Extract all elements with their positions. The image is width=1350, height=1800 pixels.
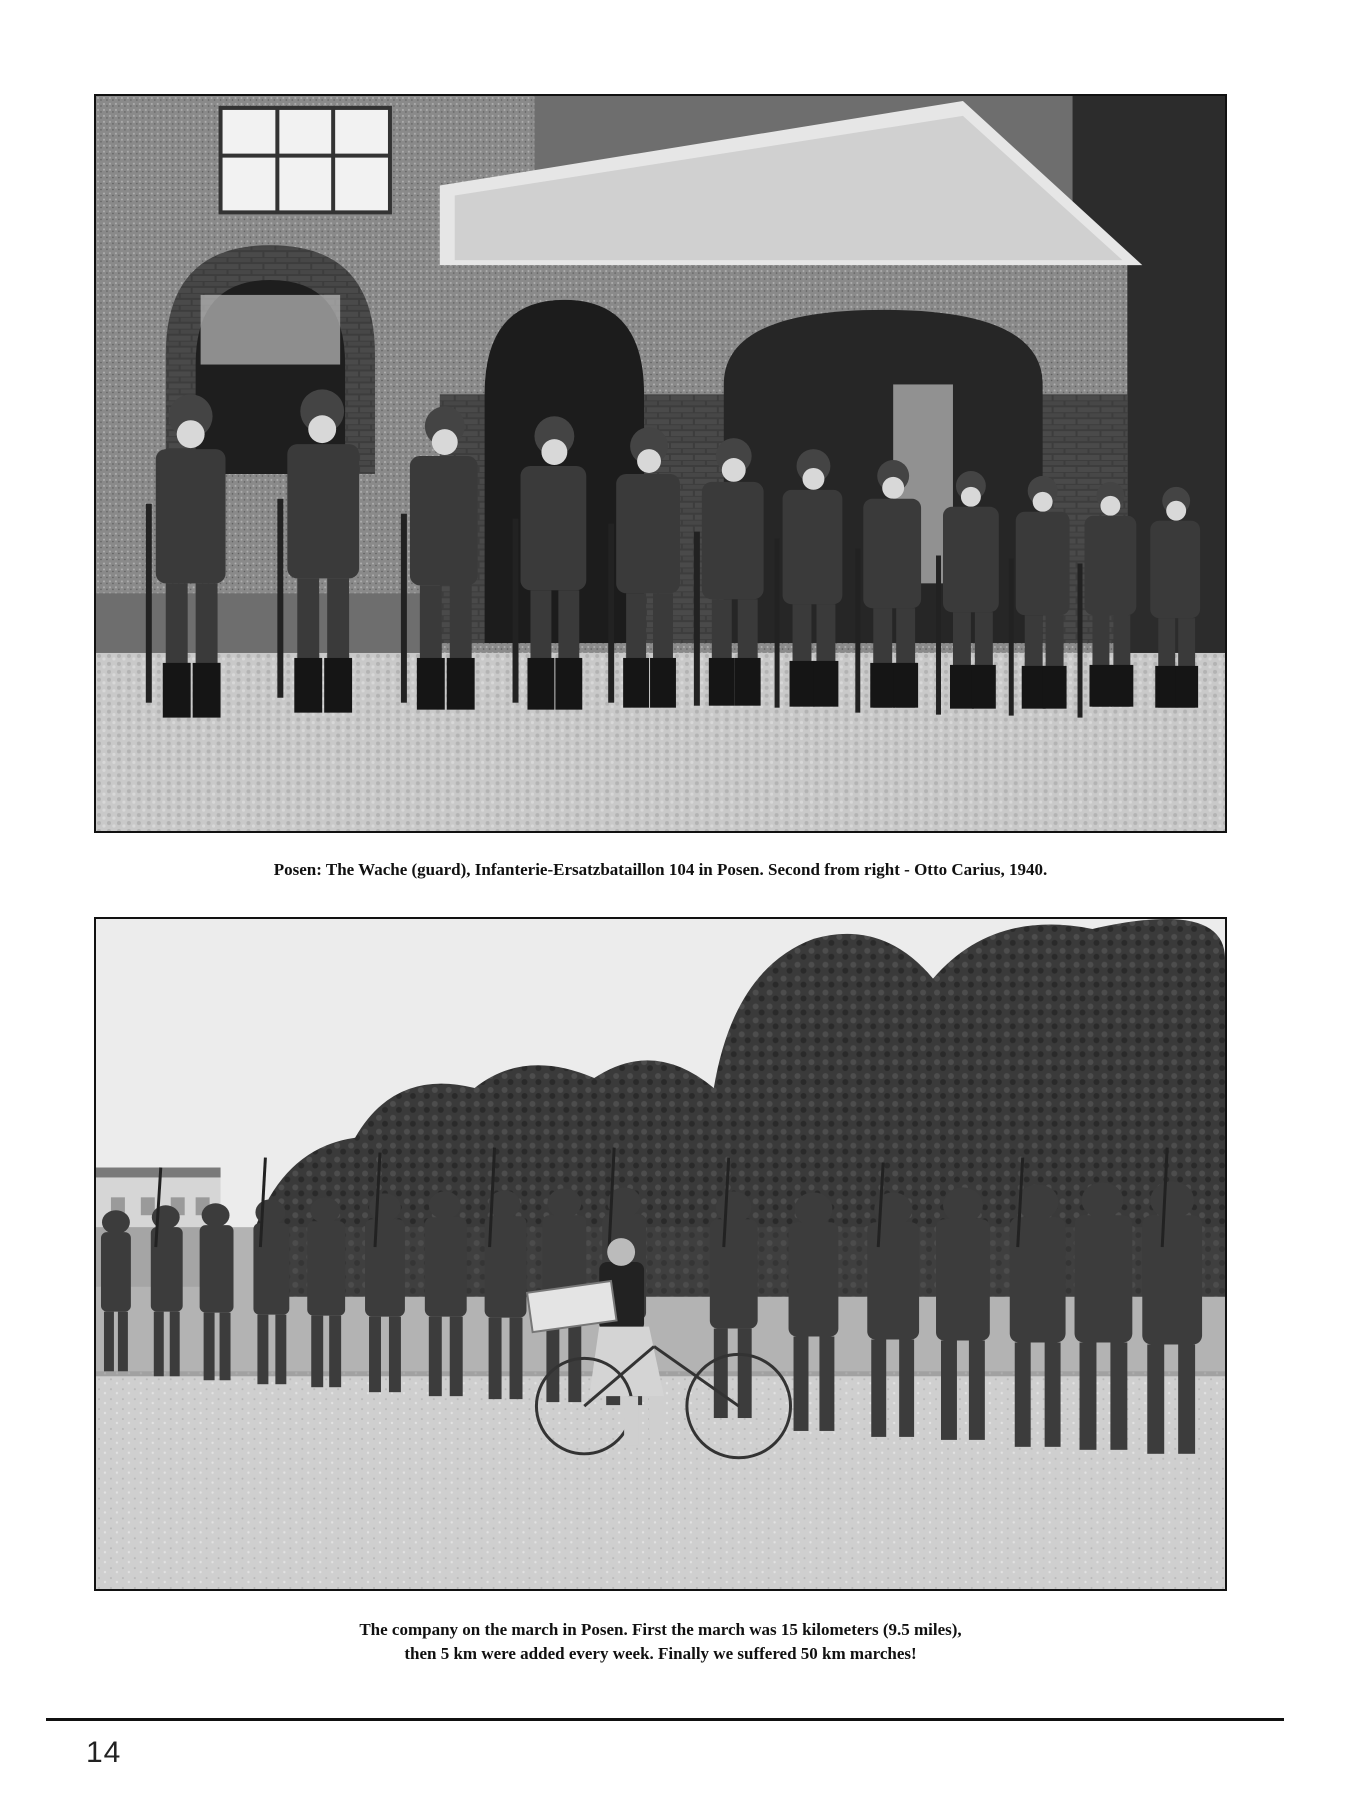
march-photo-caption [94, 1618, 1227, 1666]
guard-photo [94, 94, 1227, 833]
march-photo-image [96, 919, 1225, 1589]
footer-rule [46, 1718, 1284, 1721]
page-number: 14 [86, 1736, 122, 1769]
guard-photo-caption: Posen: The Wache (guard), Infanterie-Ersatzbataillon 104 in Posen. Second from right - Otto Carius, 1940. [273, 860, 1048, 879]
march-caption-line-1: The company on the march in Posen. First the march was 15 kilometers (9.5 miles), [359, 1620, 962, 1639]
march-photo [94, 917, 1227, 1591]
guard-photo-image [96, 96, 1225, 831]
march-caption-line-2: then 5 km were added every week. Finally we suffered 50 km marches! [404, 1644, 917, 1663]
